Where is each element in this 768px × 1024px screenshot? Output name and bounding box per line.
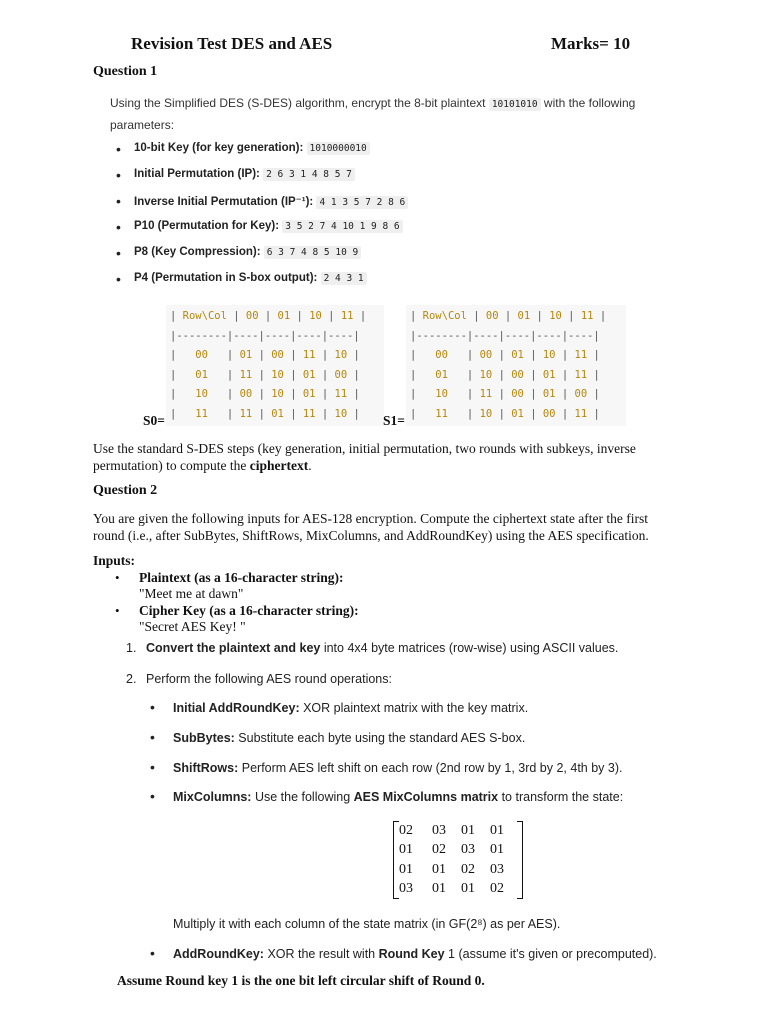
param-label: P4 (Permutation in S-box output):	[134, 272, 318, 284]
sbox-cell: 11	[574, 368, 588, 381]
q1-closing-text-b: permutation) to compute the	[93, 458, 250, 473]
step-text: into 4x4 byte matrices (row-wise) using ASCII values.	[320, 641, 619, 655]
s0-label: S0=	[143, 413, 165, 428]
assume-note: Assume Round key 1 is the one bit left circular shift of Round 0.	[117, 973, 485, 988]
sbox-row: | 10 | 00 | 10 | 01 | 11 |	[170, 388, 360, 400]
q2-intro-text-a: You are given the following inputs for AES-128 encryption. Compute the ciphertext state after the first	[93, 511, 649, 526]
sbox-header-cell: 10	[549, 310, 562, 322]
param-value: 3 5 2 7 4 10 1 9 8 6	[282, 220, 402, 233]
q1-intro	[110, 93, 635, 136]
op-item	[150, 729, 526, 745]
matrix-cell: 02	[399, 822, 413, 838]
q1-intro-text-a: Using the Simplified DES (S-DES) algorithm, encrypt the 8-bit plaintext	[110, 96, 489, 110]
matrix-cell: 01	[490, 842, 504, 858]
matrix-right-bracket	[517, 821, 523, 899]
op-item	[150, 945, 657, 961]
sbox-row-label: 00	[195, 349, 208, 361]
sbox-header-cell: Row\Col	[422, 310, 467, 322]
sbox-cell: 11	[574, 349, 588, 361]
input-value: "Secret AES Key! "	[139, 619, 246, 634]
sbox-row: | 00 | 00 | 01 | 10 | 11 |	[410, 349, 600, 361]
q1-intro-text-b: with the following	[540, 96, 636, 110]
sbox-row-label: 10	[435, 388, 448, 400]
op-bold-2: AES MixColumns matrix	[353, 790, 499, 804]
q1-closing	[93, 440, 693, 474]
sbox-cell: 10	[271, 388, 284, 400]
sbox-cell: 11	[239, 368, 253, 381]
sbox-cell: 10	[479, 407, 493, 420]
page-title: Revision Test DES and AES	[131, 34, 333, 53]
matrix-cell: 01	[461, 881, 475, 897]
param-value: 4 1 3 5 7 2 8 6	[316, 196, 408, 209]
multiply-note: Multiply it with each column of the state matrix (in GF(2⁸) as per AES).	[173, 917, 561, 931]
sbox-cell: 01	[239, 349, 253, 361]
bullet-icon: •	[115, 570, 120, 585]
bullet-icon: •	[150, 788, 155, 804]
ciphertext-bold: ciphertext	[249, 458, 309, 473]
op-text: Substitute each byte using the standard AES S-box.	[234, 731, 526, 745]
matrix-cell: 01	[461, 822, 475, 838]
mixcolumns-matrix	[393, 821, 523, 899]
matrix-cell: 01	[490, 822, 504, 838]
sbox-cell: 00	[479, 349, 493, 361]
bullet-icon: •	[150, 729, 155, 745]
sbox-cell: 11	[239, 407, 253, 420]
inputs-heading: Inputs:	[93, 553, 136, 568]
q2-intro-text-b: round (i.e., after SubBytes, ShiftRows, MixColumns, and AddRoundKey) using the AES specification.	[93, 528, 649, 543]
bullet-icon: •	[116, 245, 121, 261]
param-label: P10 (Permutation for Key):	[134, 220, 280, 232]
bullet-icon: •	[116, 271, 121, 287]
bullet-icon: •	[150, 699, 155, 715]
sbox-row-label: 01	[435, 368, 448, 381]
step-bold: Convert the plaintext and key	[146, 641, 321, 655]
sbox-header-cell: 01	[517, 310, 531, 322]
sbox-cell: 11	[574, 407, 588, 420]
op-item	[150, 788, 624, 804]
marks-label: Marks= 10	[551, 34, 631, 53]
sbox-cell: 11	[334, 388, 348, 400]
param-item	[116, 167, 355, 183]
op-bold: ShiftRows:	[173, 761, 239, 775]
sbox-header-cell: 01	[277, 310, 291, 322]
q1-closing-end: .	[308, 458, 312, 473]
param-item	[116, 271, 367, 287]
q1-closing-text-a: Use the standard S-DES steps (key generation, initial permutation, two rounds with subkeys, inverse	[93, 441, 636, 456]
op-text-2: 1 (assume it's given or precomputed).	[444, 947, 657, 961]
matrix-cell: 01	[432, 881, 446, 897]
s0-table	[166, 305, 384, 426]
sbox-cell: 00	[334, 368, 348, 381]
sbox-header-cell: Row\Col	[182, 310, 227, 322]
sbox-cell: 10	[334, 407, 348, 420]
op-text: XOR plaintext matrix with the key matrix.	[299, 701, 529, 715]
sbox-cell: 01	[511, 349, 524, 361]
matrix-cell: 01	[399, 842, 413, 858]
sbox-cell: 00	[271, 349, 284, 361]
sbox-cell: 10	[479, 368, 493, 381]
sbox-cell: 11	[479, 388, 493, 400]
param-label: Inverse Initial Permutation (IP⁻¹):	[134, 196, 314, 208]
sbox-header-row: | Row\Col | 00 | 01 | 10 | 11 |	[410, 310, 607, 322]
sbox-row-label: 11	[435, 407, 448, 420]
step-number: 2.	[126, 672, 137, 686]
bullet-icon: •	[116, 141, 121, 157]
param-label: Initial Permutation (IP):	[134, 168, 260, 180]
sbox-row: | 01 | 10 | 00 | 01 | 11 |	[410, 368, 600, 381]
sbox-header-cell: 10	[309, 310, 322, 322]
param-label: 10-bit Key (for key generation):	[134, 142, 304, 154]
matrix-cell: 03	[432, 822, 446, 838]
question-2-heading: Question 2	[93, 483, 158, 498]
sbox-separator: |--------|----|----|----|----|	[410, 329, 600, 342]
sbox-cell: 01	[302, 388, 316, 400]
sbox-cell: 01	[511, 407, 524, 420]
param-value: 2 6 3 1 4 8 5 7	[263, 168, 355, 181]
matrix-cell: 02	[490, 881, 504, 897]
op-text-2: to transform the state:	[498, 790, 624, 804]
bullet-icon: •	[115, 603, 120, 618]
sbox-row-label: 11	[195, 407, 208, 420]
sbox-row: | 11 | 11 | 01 | 11 | 10 |	[170, 407, 360, 420]
q2-intro	[93, 510, 713, 544]
op-text: XOR the result with	[263, 947, 379, 961]
bullet-icon: •	[116, 167, 121, 183]
param-item	[116, 245, 361, 261]
matrix-cell: 03	[490, 861, 504, 877]
op-bold: AddRoundKey:	[173, 947, 264, 961]
op-item	[150, 759, 623, 775]
q1-intro-text-c: parameters:	[110, 118, 175, 132]
matrix-cell: 01	[432, 861, 446, 877]
question-1-heading: Question 1	[93, 64, 158, 79]
param-value: 1010000010	[307, 142, 370, 155]
sbox-cell: 00	[239, 388, 253, 400]
plaintext-code: 10101010	[489, 98, 541, 111]
matrix-cell: 03	[399, 881, 413, 897]
op-text: Perform AES left shift on each row (2nd row by 1, 3rd by 2, 4th by 3).	[238, 761, 623, 775]
sbox-row-label: 01	[195, 368, 208, 381]
step-item	[126, 641, 619, 655]
sbox-row: | 01 | 11 | 10 | 01 | 00 |	[170, 368, 360, 381]
matrix-cell: 02	[432, 842, 446, 858]
s1-label: S1=	[383, 413, 405, 428]
bullet-icon: •	[150, 945, 155, 961]
s1-table	[406, 305, 626, 426]
param-item	[116, 193, 408, 209]
matrix-cell: 02	[461, 861, 475, 877]
sbox-cell: 11	[302, 407, 316, 420]
step-text: Perform the following AES round operations:	[146, 672, 392, 686]
param-item	[116, 141, 370, 157]
step-item	[126, 672, 392, 686]
sbox-header-cell: 11	[580, 310, 594, 322]
matrix-cell: 01	[399, 861, 413, 877]
input-value: "Meet me at dawn"	[139, 586, 244, 601]
sbox-cell: 00	[511, 368, 524, 381]
sbox-cell: 10	[542, 349, 556, 361]
sbox-cell: 10	[271, 368, 284, 381]
sbox-header-row: | Row\Col | 00 | 01 | 10 | 11 |	[170, 310, 367, 322]
op-item	[150, 699, 529, 715]
input-label: Cipher Key (as a 16-character string):	[139, 603, 359, 618]
bullet-icon: •	[150, 759, 155, 775]
sbox-cell: 01	[542, 388, 556, 400]
param-label: P8 (Key Compression):	[134, 246, 261, 258]
sbox-cell: 01	[542, 368, 556, 381]
sbox-row: | 11 | 10 | 01 | 00 | 11 |	[410, 407, 600, 420]
bullet-icon: •	[116, 219, 121, 235]
sbox-cell: 00	[542, 407, 556, 420]
sbox-row-label: 10	[195, 388, 208, 400]
param-value: 6 3 7 4 8 5 10 9	[264, 246, 362, 259]
sbox-row-label: 00	[435, 349, 448, 361]
param-item	[116, 219, 403, 235]
sbox-row: | 00 | 01 | 00 | 11 | 10 |	[170, 349, 360, 361]
sbox-cell: 01	[302, 368, 316, 381]
sbox-row: | 10 | 11 | 00 | 01 | 00 |	[410, 388, 600, 400]
op-bold: Initial AddRoundKey:	[173, 701, 300, 715]
op-bold: MixColumns:	[173, 790, 252, 804]
input-label: Plaintext (as a 16-character string):	[139, 570, 344, 585]
input-item	[115, 603, 359, 635]
param-value: 2 4 3 1	[321, 272, 367, 285]
sbox-cell: 00	[511, 388, 524, 400]
op-bold-2: Round Key	[378, 947, 445, 961]
step-number: 1.	[126, 641, 137, 655]
sbox-header-cell: 11	[340, 310, 354, 322]
matrix-table	[399, 821, 519, 899]
sbox-cell: 10	[334, 349, 348, 361]
matrix-cell: 03	[461, 842, 475, 858]
op-text: Use the following	[251, 790, 354, 804]
sbox-cell: 00	[574, 388, 588, 400]
op-bold: SubBytes:	[173, 731, 235, 745]
input-item	[115, 570, 344, 602]
sbox-header-cell: 00	[245, 310, 259, 322]
sbox-cell: 11	[302, 349, 316, 361]
sbox-separator: |--------|----|----|----|----|	[170, 329, 360, 342]
bullet-icon: •	[116, 193, 121, 209]
sbox-cell: 01	[271, 407, 284, 420]
sbox-header-cell: 00	[485, 310, 499, 322]
